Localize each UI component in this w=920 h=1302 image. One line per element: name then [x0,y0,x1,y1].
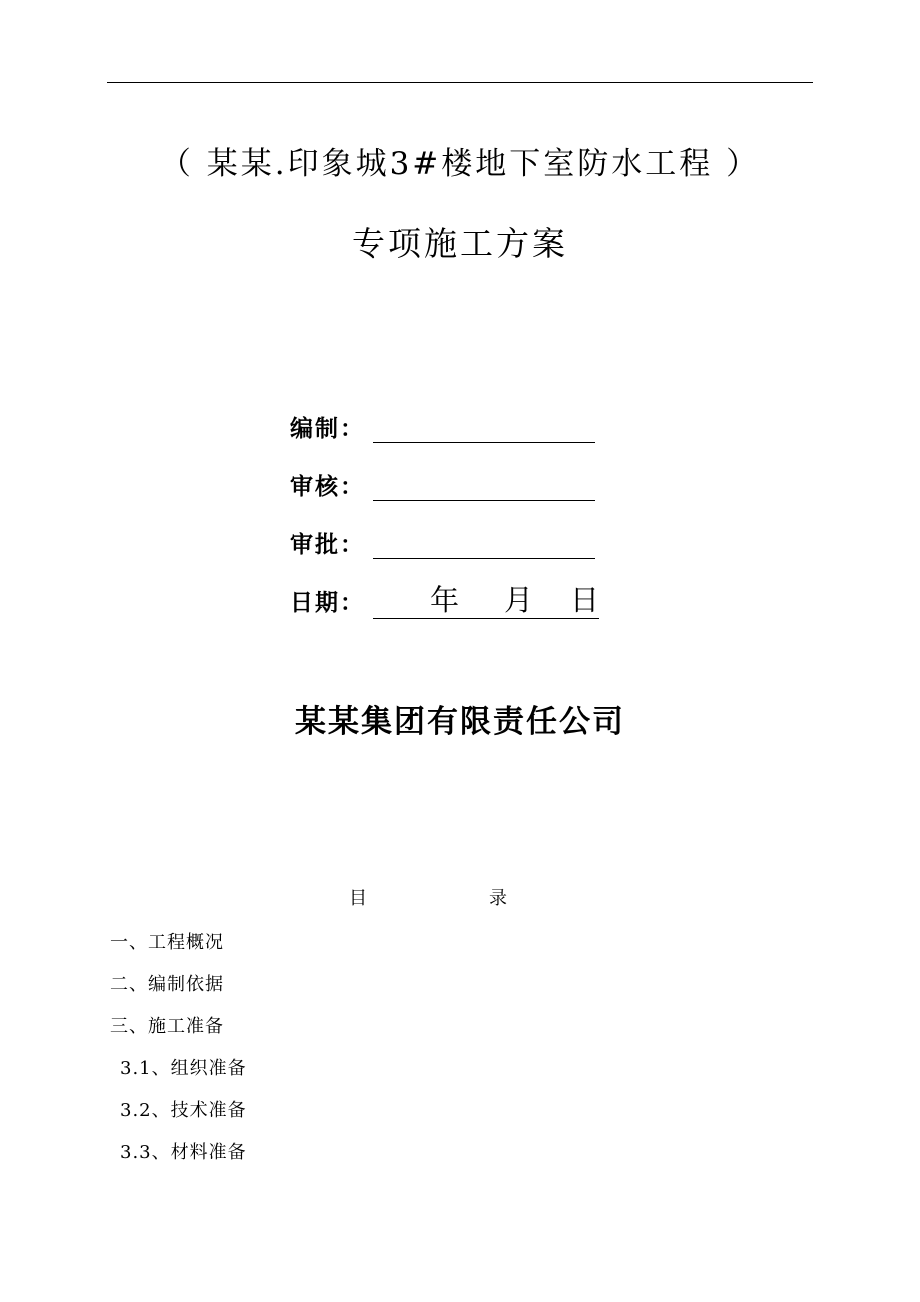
toc-subitem[interactable]: 3.2、技术准备 [120,1100,247,1121]
toc-subitem[interactable]: 3.3、材料准备 [120,1142,247,1163]
signoff-compile-row [290,410,620,450]
document-title: 专项施工方案 [352,224,568,263]
date-year: 年 [430,583,460,617]
project-title: （ 某某.印象城3#楼地下室防水工程 ） [159,146,761,182]
signoff-date-row [290,584,620,624]
approve-signature-line[interactable] [373,558,595,559]
signoff-approve-row [290,526,620,566]
signoff-review-row [290,468,620,508]
date-line[interactable] [373,618,599,619]
compile-signature-line[interactable] [373,442,595,443]
toc-item[interactable]: 一、工程概况 [110,932,224,953]
company-name: 某某集团有限责任公司 [295,704,625,740]
toc-item[interactable]: 三、施工准备 [110,1016,224,1037]
toc-heading-right: 录 [489,888,507,909]
toc-item[interactable]: 二、编制依据 [110,974,224,995]
review-signature-line[interactable] [373,500,595,501]
approve-label: 审批： [290,532,365,558]
compile-label: 编制： [290,416,365,442]
top-rule [107,82,813,83]
date-label: 日期： [290,590,365,616]
toc-subitem[interactable]: 3.1、组织准备 [120,1058,247,1079]
toc-heading-left: 目 [349,888,367,909]
date-month: 月 [504,583,534,617]
date-day: 日 [570,583,600,617]
review-label: 审核： [290,474,365,500]
